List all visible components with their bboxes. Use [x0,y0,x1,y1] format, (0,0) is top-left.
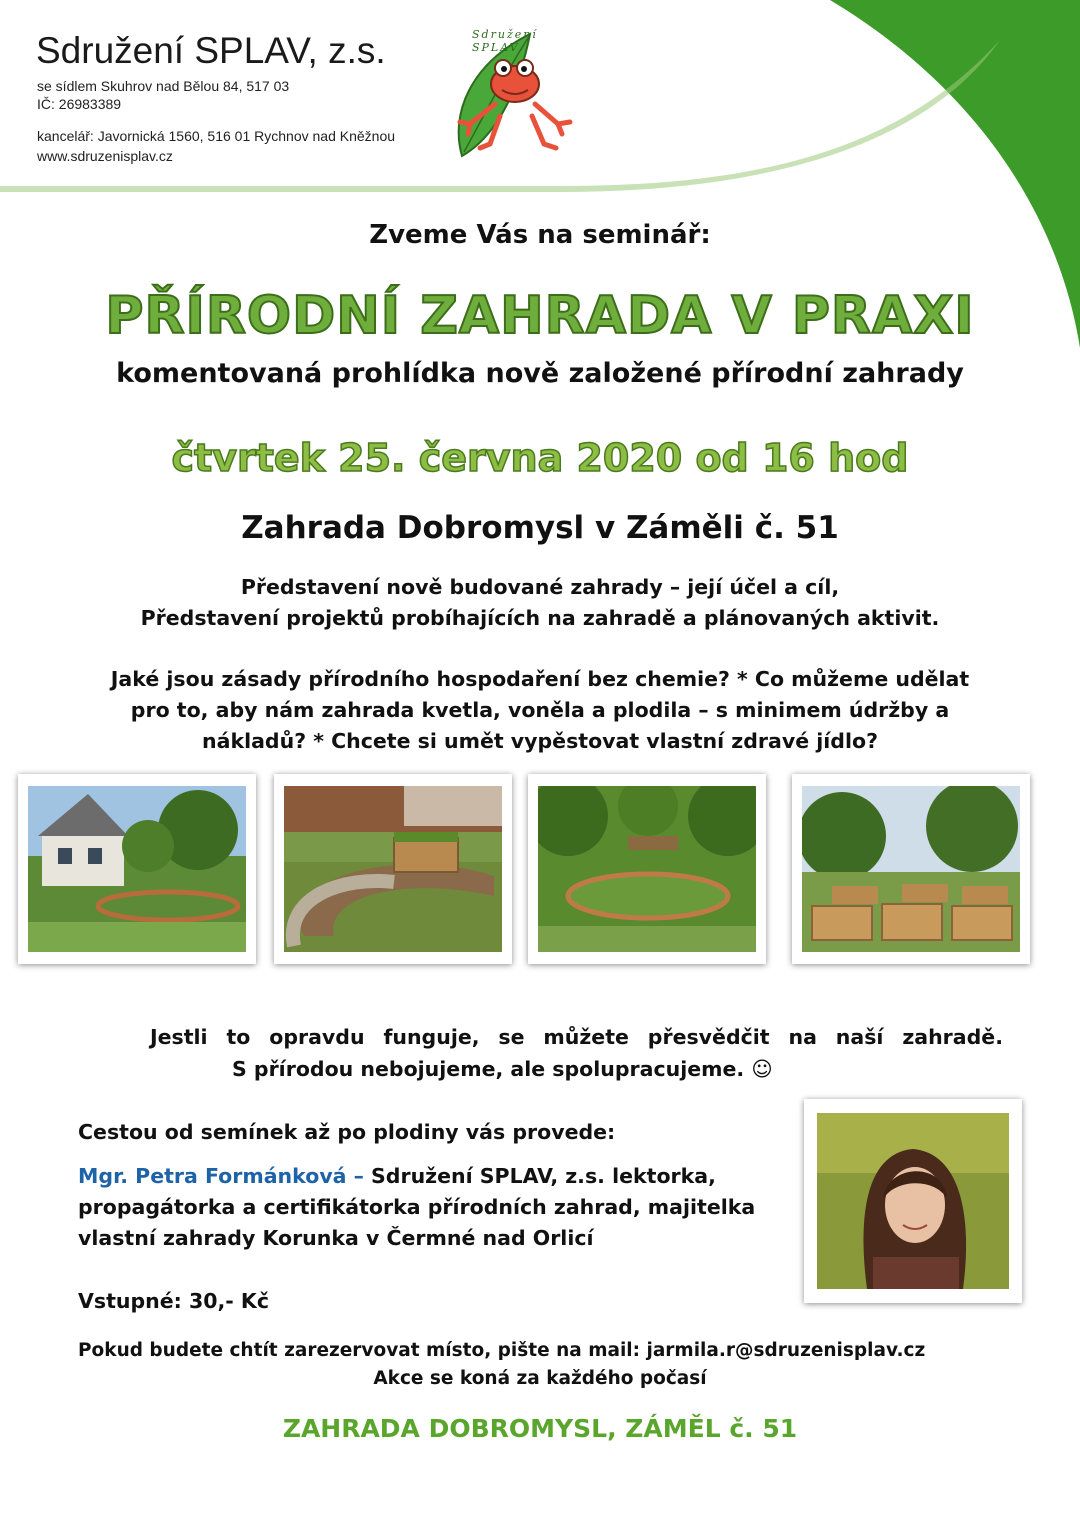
org-ico: IČ: 26983389 [37,96,122,112]
claim-line-1: Jestli to opravdu funguje, se můžete přesvědčit na naší zahradě. [150,1025,1003,1049]
org-seat: se sídlem Skuhrov nad Bělou 84, 517 03 [37,78,290,94]
guide-line-1 [78,1164,716,1188]
guide-intro: Cestou od semínek až po plodiny vás provede: [78,1120,616,1144]
questions-line-2: pro to, aby nám zahrada kvetla, voněla a plodila – s minimem údržby a [130,698,950,722]
event-subtitle: komentovaná prohlídka nově založené přírodní zahrady [116,358,964,389]
logo-text: Sdružení SPLAV [472,28,538,54]
raised-bed-spiral-photo [274,774,512,964]
reservation-line-1: Pokud budete chtít zarezervovat místo, pište na mail: jarmila.r@sdruzenisplav.cz [78,1340,926,1361]
lecturer-name: Mgr. Petra Formánková – [78,1164,364,1188]
footer-address: ZAHRADA DOBROMYSL, ZÁMĚL č. 51 [282,1414,798,1443]
reservation-line-2: Akce se koná za každého počasí [373,1368,707,1389]
invite-heading: Zveme Vás na seminář: [369,220,711,250]
intro-line-2: Představení projektů probíhajících na zahradě a plánovaných aktivit. [140,606,940,630]
event-date: čtvrtek 25. června 2020 od 16 hod [171,436,909,480]
round-bed-photo [528,774,766,964]
lecturer-role: Sdružení SPLAV, z.s. lektorka, [363,1164,716,1188]
org-office: kancelář: Javornická 1560, 516 01 Rychnov nad Kněžnou [37,128,396,144]
frog-leaf-logo [440,24,590,164]
guide-line-3: vlastní zahrady Korunka v Čermné nad Orlicí [78,1226,594,1250]
event-title: PŘÍRODNÍ ZAHRADA V PRAXI [105,286,975,346]
event-place: Zahrada Dobromysl v Záměli č. 51 [241,510,839,546]
lecturer-portrait-photo [804,1099,1022,1303]
guide-line-2: propagátorka a certifikátorka přírodních zahrad, majitelka [78,1195,756,1219]
entry-fee: Vstupné: 30,- Kč [78,1289,269,1313]
claim-line-2: S přírodou nebojujeme, ale spolupracujeme. ☺ [232,1057,773,1081]
questions-line-3: nákladů? * Chcete si umět vypěstovat vlastní zdravé jídlo? [202,729,878,753]
garden-house-photo [18,774,256,964]
org-web[interactable]: www.sdruzenisplav.cz [37,148,173,164]
wooden-raised-beds-photo [792,774,1030,964]
questions-line-1: Jaké jsou zásady přírodního hospodaření bez chemie? * Co můžeme udělat [110,667,970,691]
intro-line-1: Představení nově budované zahrady – její účel a cíl, [240,575,840,599]
org-name: Sdružení SPLAV, z.s. [36,30,386,71]
